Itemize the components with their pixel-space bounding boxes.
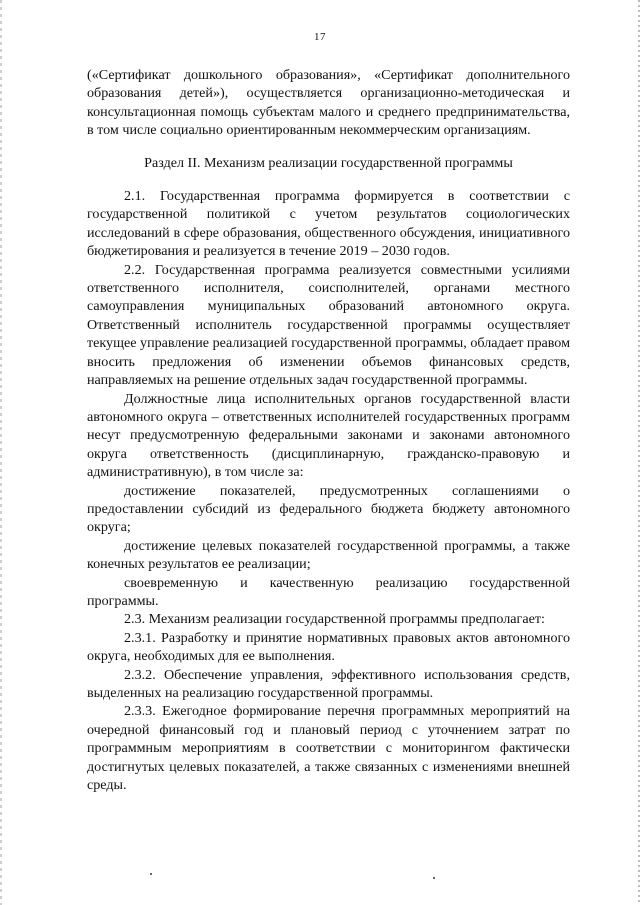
paragraph-2-2: 2.2. Государственная программа реализуется совместными усилиями ответственного исполнителя, соисполнителей, органами местного самоуправления муниципальных образований автономного округа. Ответственный исполнитель государственной программы осуществляет текущее управление реализацией государственной программы, обладает правом вносить предложения об изменении объемов финансовых средств, направляемых на решение отдельных задач государственной программы. <box>87 261 570 389</box>
paragraph-continuation: («Сертификат дошкольного образования», «Сертификат дополнительного образования детей»), осуществляется организационно-методическая и консультационная помощь субъектам малого и среднего предпринимательства, в том числе социально ориентированным некоммерческим организациям. <box>87 67 570 139</box>
paragraph-2-1: 2.1. Государственная программа формируется в соответствии с государственной политикой с учетом результатов социологических исследований в сфере образования, общественного обсуждения, инициативного бюджетирования и реализуется в течение 2019 – 2030 годов. <box>87 188 570 260</box>
list-item: достижение показателей, предусмотренных соглашениями о предоставлении субсидий из федерального бюджета бюджету автономного округа; <box>87 482 570 536</box>
paragraph-2-3: 2.3. Механизм реализации государственной программы предполагает: <box>124 611 545 628</box>
scan-speck <box>433 877 435 879</box>
document-body <box>87 66 570 794</box>
paragraph-2-3-1: 2.3.1. Разработку и принятие нормативных правовых актов автономного округа, необходимых для ее выполнения. <box>87 629 570 665</box>
scan-speck <box>150 873 152 875</box>
scan-edge-left <box>0 0 2 905</box>
paragraph-2-3-3: 2.3.3. Ежегодное формирование перечня программных мероприятий на очередной финансовый год и плановый период с уточнением затрат по программным мероприятиям в соответствии с мониторингом фактически достигнутых целевых показателей, а также связанных с изменениями внешней среды. <box>87 703 570 794</box>
list-item: своевременную и качественную реализацию государственной программы. <box>87 574 570 609</box>
page-number: 17 <box>314 31 326 43</box>
list-item: достижение целевых показателей государственной программы, а также конечных результатов ее реализации; <box>87 537 570 573</box>
paragraph-officials: Должностные лица исполнительных органов государственной власти автономного округа – ответственных исполнителей государственных программ несут предусмотренную федеральными законами и законами автономного округа ответственность (дисциплинарную, гражданско-правовую и административную), в том числе за: <box>87 390 570 481</box>
section-heading: Раздел II. Механизм реализации государственной программы <box>144 154 513 171</box>
paragraph-2-3-2: 2.3.2. Обеспечение управления, эффективного использования средств, выделенных на реализацию государственной программы. <box>87 666 570 701</box>
